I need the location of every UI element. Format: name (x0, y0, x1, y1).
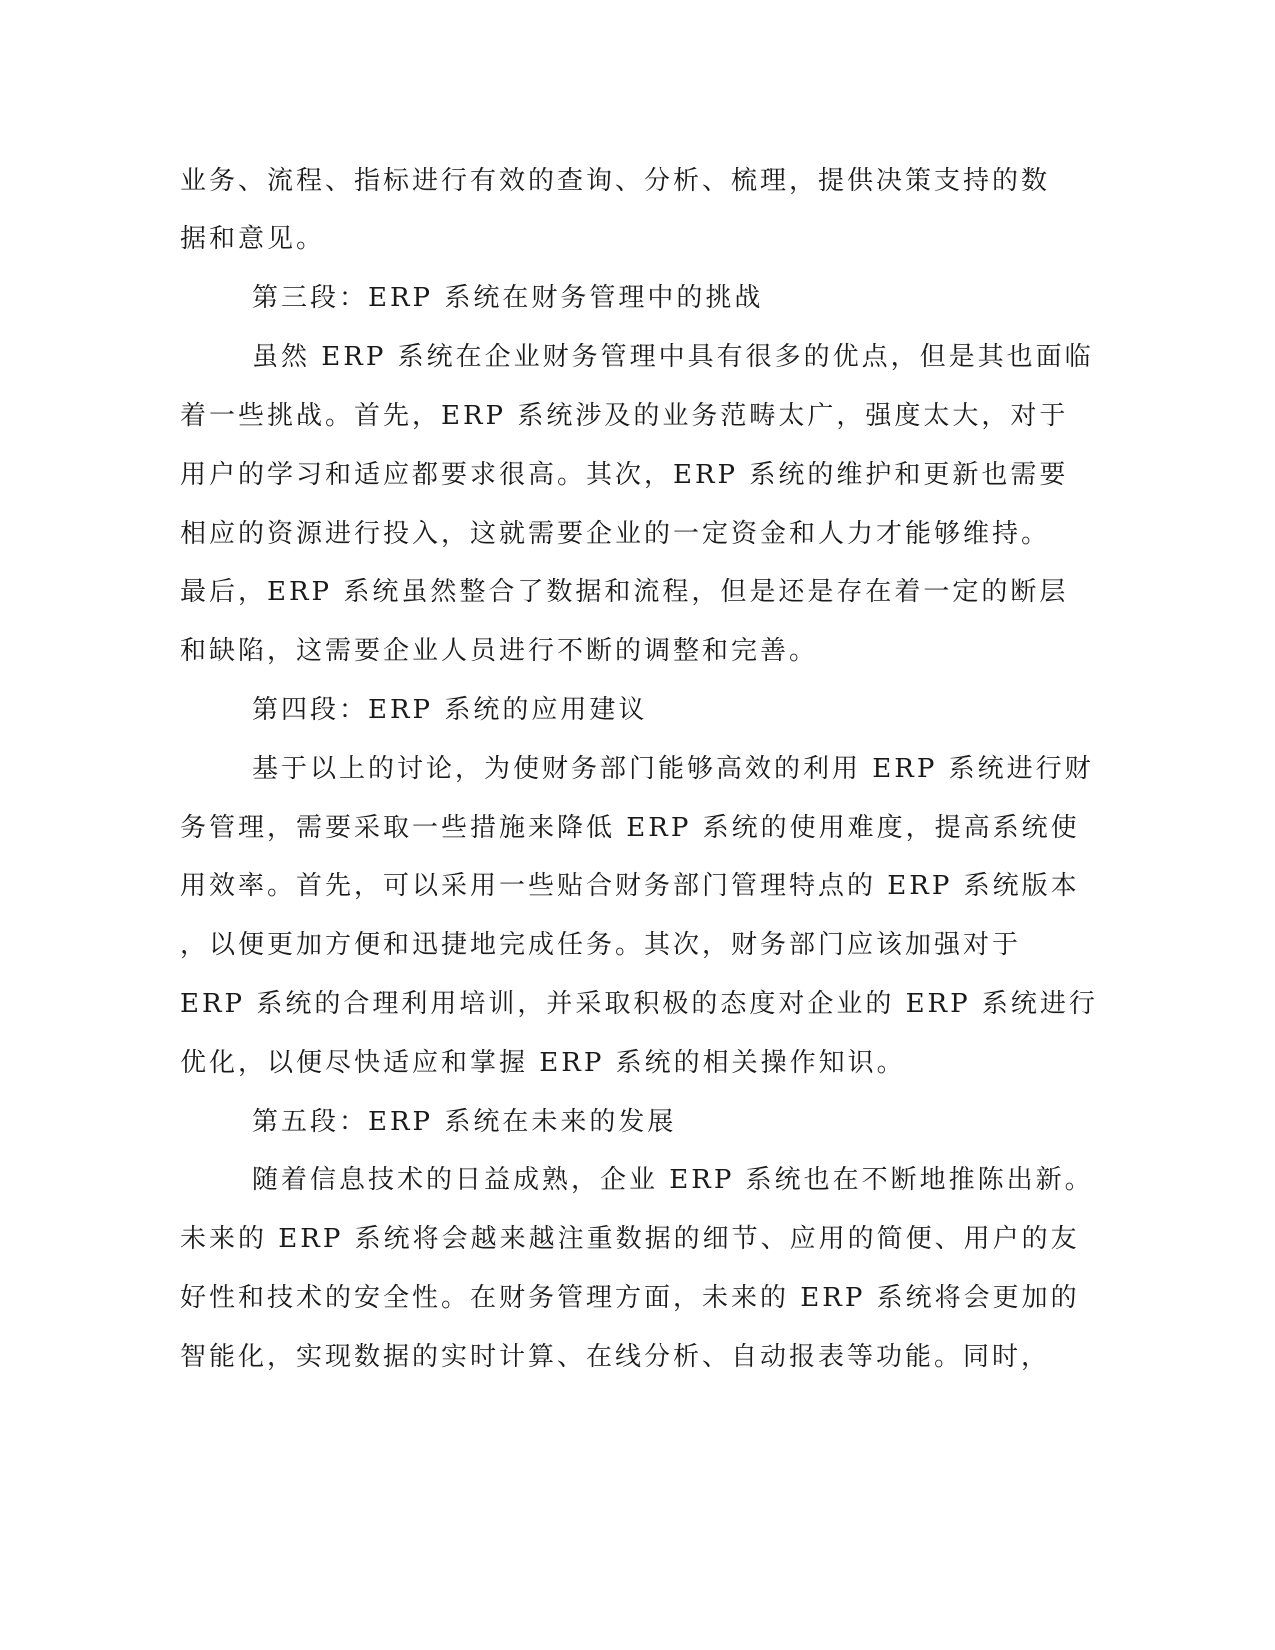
body-text-line: 和缺陷，这需要企业人员进行不断的调整和完善。 (180, 636, 819, 666)
body-text-line: ，以便更加方便和迅捷地完成任务。其次，财务部门应该加强对于 (180, 930, 1022, 960)
body-text-line: 着一些挑战。首先，ERP 系统涉及的业务范畴太广，强度太大，对于 (180, 401, 1069, 431)
section-heading-4: 第四段：ERP 系统的应用建议 (252, 695, 648, 725)
body-text-line: 用效率。首先，可以采用一些贴合财务部门管理特点的 ERP 系统版本 (180, 871, 1080, 901)
body-text-line: 好性和技术的安全性。在财务管理方面，未来的 ERP 系统将会更加的 (180, 1283, 1080, 1313)
body-text-line: 务管理，需要采取一些措施来降低 ERP 系统的使用难度，提高系统使 (180, 813, 1080, 843)
body-text-line: 未来的 ERP 系统将会越来越注重数据的细节、应用的简便、用户的友 (180, 1224, 1080, 1254)
body-text-line: 虽然 ERP 系统在企业财务管理中具有很多的优点，但是其也面临 (252, 342, 1094, 372)
body-text-line: 相应的资源进行投入，这就需要企业的一定资金和人力才能够维持。 (180, 519, 1051, 549)
section-heading-5: 第五段：ERP 系统在未来的发展 (252, 1107, 677, 1137)
section-heading-3: 第三段：ERP 系统在财务管理中的挑战 (252, 283, 764, 313)
body-text-line: 基于以上的讨论，为使财务部门能够高效的利用 ERP 系统进行财 (252, 754, 1094, 784)
body-text-line: ERP 系统的合理利用培训，并采取积极的态度对企业的 ERP 系统进行 (180, 989, 1098, 1019)
body-text-line: 业务、流程、指标进行有效的查询、分析、梳理，提供决策支持的数 (180, 166, 1051, 196)
body-text-line: 最后，ERP 系统虽然整合了数据和流程，但是还是存在着一定的断层 (180, 577, 1069, 607)
body-text-line: 据和意见。 (180, 224, 326, 254)
body-text-line: 用户的学习和适应都要求很高。其次，ERP 系统的维护和更新也需要 (180, 460, 1069, 490)
body-text-line: 随着信息技术的日益成熟，企业 ERP 系统也在不断地推陈出新。 (252, 1165, 1094, 1195)
body-text-line: 智能化，实现数据的实时计算、在线分析、自动报表等功能。同时， (180, 1342, 1051, 1372)
body-text-line: 优化，以便尽快适应和掌握 ERP 系统的相关操作知识。 (180, 1048, 906, 1078)
